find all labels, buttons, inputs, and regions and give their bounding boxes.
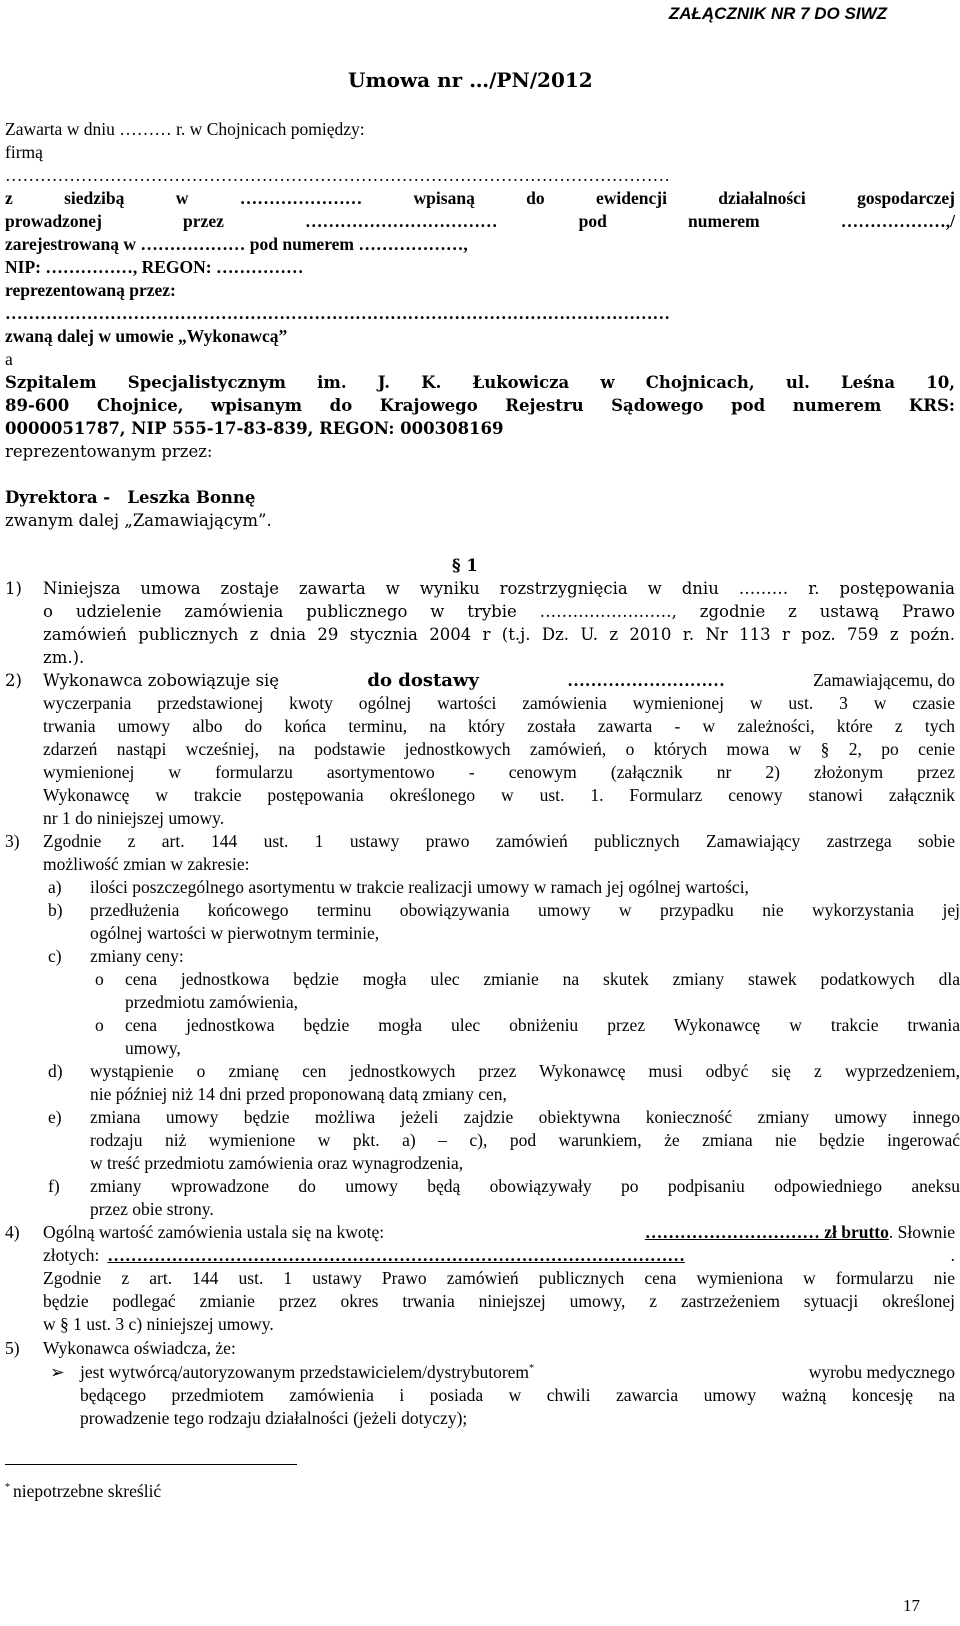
paragraph-2-dots: ……………………… bbox=[567, 670, 725, 690]
paragraph-3-line: możliwość zmian w zakresie: bbox=[43, 854, 250, 874]
paragraph-4-line bbox=[43, 1244, 955, 1267]
declaration-text: będącego przedmiotem zamówienia i posiada w chwili zawarcia umowy ważną koncesję na bbox=[80, 1385, 955, 1405]
paragraph-1-line: o udzielenie zamówienia publicznego w trybie ……………………, zgodnie z ustawą Prawo bbox=[43, 602, 955, 621]
footnote-mark: * bbox=[5, 1482, 10, 1494]
declaration-text: wyrobu medycznego bbox=[808, 1362, 955, 1382]
item-d-text: nie później niż 14 dni przed proponowaną datą zmiany cen, bbox=[90, 1084, 507, 1104]
footnote-text: niepotrzebne skreślić bbox=[13, 1481, 162, 1501]
paragraph-2-number: 2) bbox=[5, 671, 22, 690]
declaration-text: jest wytwórcą/autoryzowanym przedstawicielem/dystrybutorem bbox=[80, 1362, 530, 1382]
paragraph-4-line: będzie podlegać zmianie przez okres trwania niniejszej umowy, z zastrzeżeniem sytuacji określonej bbox=[43, 1291, 955, 1311]
paragraph-2-line: wymienionej w formularzu asortymentowo - cenowym (załącznik nr 2) złożonym przez bbox=[43, 762, 955, 782]
intro-dots-1: …………………………………………………………………………………………………… bbox=[5, 165, 670, 185]
hospital-line-1: Szpitalem Specjalistycznym im. J. K. Łukowicza w Chojnicach, ul. Leśna 10, bbox=[5, 373, 955, 392]
price-change-option-text: cena jednostkowa będzie mogła ulec obniżeniu przez Wykonawcę w trakcie trwania bbox=[125, 1015, 960, 1035]
paragraph-5-line: Wykonawca oświadcza, że: bbox=[43, 1338, 236, 1358]
intro-line-2: firmą bbox=[5, 142, 43, 162]
item-c-label: c) bbox=[48, 946, 62, 966]
item-f-text: przez obie strony. bbox=[90, 1199, 214, 1219]
item-a-label: a) bbox=[48, 877, 62, 897]
amount-in-words: ……………………………………………………………………………………… bbox=[107, 1245, 685, 1265]
paragraph-1-line: zamówień publicznych z dnia 29 stycznia 2004 r (t.j. Dz. U. z 2010 r. Nr 113 r poz. 759 z poźn. bbox=[43, 625, 955, 644]
item-e-label: e) bbox=[48, 1107, 62, 1127]
intro-dots-2: …………………………………………………………………………………………………… bbox=[5, 303, 670, 323]
circle-bullet-icon: o bbox=[95, 1015, 104, 1035]
item-d-label: d) bbox=[48, 1061, 63, 1081]
paragraph-4-text: . bbox=[950, 1245, 955, 1265]
paragraph-5-number: 5) bbox=[5, 1338, 20, 1358]
paragraph-2-line: trwania umowy albo do końca terminu, na który została zawarta - w zależności, które z tych bbox=[43, 716, 955, 736]
paragraph-4-text: Ogólną wartość zamówienia ustala się na kwotę: bbox=[43, 1222, 385, 1242]
paragraph-2-line: wyczerpania przedstawionej kwoty ogólnej wartości zamówienia wymienionej w ust. 3 w czasie bbox=[43, 693, 955, 713]
paragraph-2 bbox=[5, 669, 955, 831]
hospital-line-3: 0000051787, NIP 555-17-83-839, REGON: 000308169 bbox=[5, 419, 504, 438]
paragraph-3 bbox=[5, 830, 960, 1220]
item-d-text: wystąpienie o zmianę cen jednostkowych przez Wykonawcę musi odbyć się z wyprzedzeniem, bbox=[90, 1061, 960, 1081]
paragraph-4-number: 4) bbox=[5, 1222, 20, 1242]
item-b-text: przedłużenia końcowego terminu obowiązywania umowy w przypadku nie wykorzystania jej bbox=[90, 900, 960, 920]
intro-line-10: zwaną dalej w umowie „Wykonawcą” bbox=[5, 326, 288, 346]
total-value-gross: ………………………… zł brutto bbox=[644, 1222, 889, 1242]
item-e-text: zmiana umowy będzie możliwa jeżeli zajdzie obiektywna konieczność zmiany umowy innego bbox=[90, 1107, 960, 1127]
paragraph-4-line: Zgodnie z art. 144 ust. 1 ustawy Prawo zamówień publicznych cena wymieniona w formularzu nie bbox=[43, 1268, 955, 1288]
item-b-text: ogólnej wartości w pierwotnym terminie, bbox=[90, 923, 380, 943]
intro-line-11: a bbox=[5, 349, 13, 369]
paragraph-4-text: . Słownie bbox=[888, 1222, 955, 1242]
intro-line-5: prowadzonej przez …………………………… pod numerem ………………,/ bbox=[5, 211, 955, 231]
paragraph-2-text: Zamawiającemu, do bbox=[813, 670, 955, 690]
price-change-option-text: cena jednostkowa będzie mogła ulec zmianie na skutek zmiany stawek podatkowych dla bbox=[125, 969, 960, 989]
paragraph-4-line: w § 1 ust. 3 c) niniejszej umowy. bbox=[43, 1314, 274, 1334]
intro-line-7: NIP: ……………, REGON: …………… bbox=[5, 257, 304, 277]
paragraph-5-line bbox=[80, 1361, 955, 1384]
paragraph-2-text: Wykonawca zobowiązuje się bbox=[43, 671, 280, 690]
intro-line-1: Zawarta w dniu ……… r. w Chojnicach pomiędzy: bbox=[5, 119, 365, 139]
paragraph-4-text: złotych: bbox=[43, 1245, 100, 1265]
intro-line-17: zwanym dalej „Zamawiającym”. bbox=[5, 511, 272, 530]
item-a-text: ilości poszczególnego asortymentu w trakcie realizacji umowy w ramach jej ogólnej wartości, bbox=[90, 877, 749, 897]
attachment-header: ZAŁĄCZNIK NR 7 DO SIWZ bbox=[668, 4, 887, 23]
contract-title: Umowa nr …/PN/2012 bbox=[348, 68, 593, 92]
intro-line-8: reprezentowaną przez: bbox=[5, 280, 176, 300]
footnote-marker: * bbox=[529, 1363, 535, 1375]
intro-line-4: z siedzibą w ………………… wpisaną do ewidencji działalności gospodarczej bbox=[5, 188, 955, 208]
arrow-bullet-icon: ➢ bbox=[50, 1362, 65, 1382]
intro-line-6: zarejestrowaną w ……………… pod numerem ………………, bbox=[5, 234, 468, 254]
paragraph-3-line: Zgodnie z art. 144 ust. 1 ustawy prawo zamówień publicznych Zamawiający zastrzega sobie bbox=[43, 831, 955, 851]
paragraph-2-line bbox=[43, 669, 955, 692]
intro-line-15: reprezentowanym przez: bbox=[5, 442, 213, 461]
item-e-text: rodzaju niż wymienione w pkt. a) – c), pod warunkiem, że zmiana nie będzie ingerować bbox=[90, 1130, 960, 1150]
paragraph-2-line: zdarzeń nastąpi wcześniej, na podstawie jednostkowych zamówień, o których mowa w § 2, po cenie bbox=[43, 739, 955, 759]
paragraph-1 bbox=[5, 577, 955, 669]
hospital-line-2: 89-600 Chojnice, wpisanym do Krajowego Rejestru Sądowego pod numerem KRS: bbox=[5, 396, 955, 415]
paragraph-2-line: Wykonawcę w trakcie postępowania określonego w ust. 1. Formularz cenowy stanowi załącznik bbox=[43, 785, 955, 805]
price-change-option-text: przedmiotu zamówienia, bbox=[125, 992, 298, 1012]
circle-bullet-icon: o bbox=[95, 969, 104, 989]
paragraph-1-line: zm.). bbox=[43, 648, 85, 667]
item-f-label: f) bbox=[48, 1176, 60, 1196]
paragraph-2-subject: do dostawy bbox=[367, 670, 479, 691]
item-c-text: zmiany ceny: bbox=[90, 946, 184, 966]
director-line: Dyrektora - Leszka Bonnę bbox=[5, 488, 256, 507]
paragraph-5 bbox=[5, 1337, 955, 1432]
item-f-text: zmiany wprowadzone do umowy będą obowiązywały po podpisaniu odpowiedniego aneksu bbox=[90, 1176, 960, 1196]
paragraph-4 bbox=[5, 1221, 955, 1337]
price-change-option-text: umowy, bbox=[125, 1038, 181, 1058]
paragraph-2-line: nr 1 do niniejszej umowy. bbox=[43, 808, 225, 828]
paragraph-3-number: 3) bbox=[5, 831, 20, 851]
paragraph-1-line: Niniejsza umowa zostaje zawarta w wyniku rozstrzygnięcia w dniu ……… r. postępowania bbox=[43, 579, 955, 598]
footnote bbox=[5, 1480, 161, 1503]
item-e-text: w treść przedmiotu zamówienia oraz wynagrodzenia, bbox=[90, 1153, 464, 1173]
declaration-text: prowadzenie tego rodzaju działalności (jeżeli dotyczy); bbox=[80, 1408, 468, 1428]
page-number: 17 bbox=[903, 1596, 920, 1615]
paragraph-4-line bbox=[43, 1221, 955, 1244]
item-b-label: b) bbox=[48, 900, 63, 920]
footnote-separator bbox=[5, 1464, 297, 1465]
paragraph-1-number: 1) bbox=[5, 579, 22, 598]
section-heading: § 1 bbox=[452, 556, 478, 575]
